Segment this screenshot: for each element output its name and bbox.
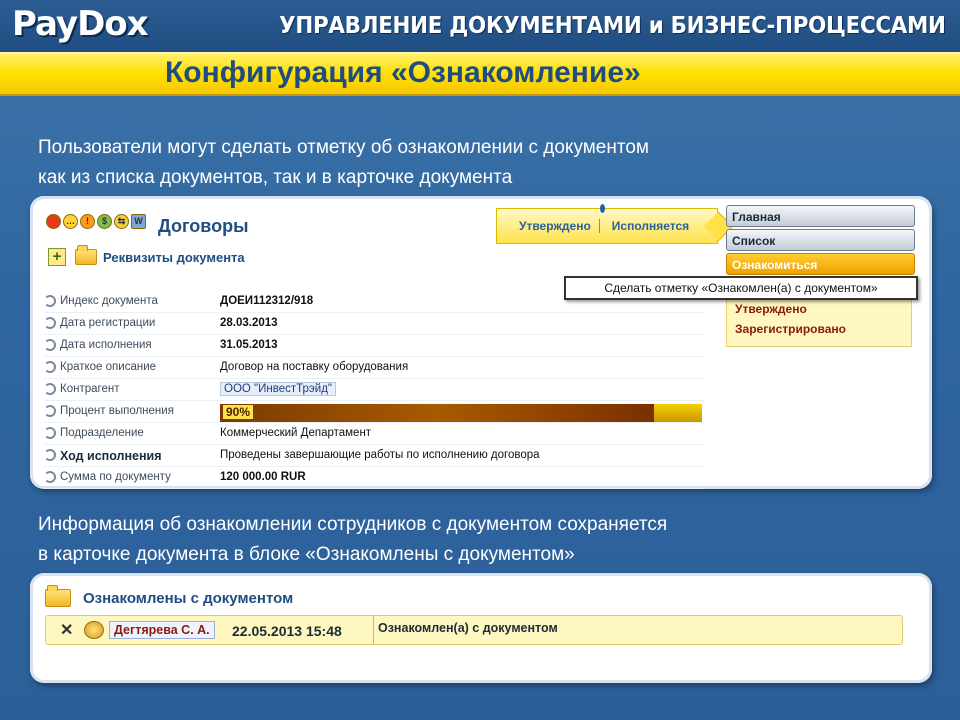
field-row xyxy=(44,313,704,335)
status-dropdown xyxy=(726,292,912,347)
field-row xyxy=(44,445,704,467)
folder-icon xyxy=(75,249,97,265)
employee-name[interactable]: Дегтярева С. А. xyxy=(109,621,215,639)
word-document-icon[interactable]: W xyxy=(131,214,146,229)
field-row xyxy=(44,335,704,357)
link-icon[interactable]: ⇆ xyxy=(114,214,129,229)
slide-title: Конфигурация «Ознакомление» xyxy=(165,56,641,89)
acknowledged-row xyxy=(45,615,903,645)
field-row xyxy=(44,401,704,423)
document-type-title: Договоры xyxy=(158,216,249,236)
description-line: Информация об ознакомлении сотрудников с документом сохраняется xyxy=(38,514,668,535)
ring-icon xyxy=(44,317,56,329)
field-value: Проведены завершающие работы по исполнению договора xyxy=(220,449,540,461)
pin-icon xyxy=(600,204,605,213)
progress-bar xyxy=(220,404,702,422)
description-bottom xyxy=(38,510,667,570)
ring-icon xyxy=(44,295,56,307)
dropdown-item[interactable]: Утверждено xyxy=(735,302,807,316)
field-label: Подразделение xyxy=(60,427,144,439)
ring-icon xyxy=(44,405,56,417)
add-icon[interactable]: + xyxy=(48,248,66,266)
acknowledged-panel xyxy=(30,573,932,683)
field-label: Дата исполнения xyxy=(60,339,152,351)
field-row xyxy=(44,379,704,401)
menu-item-acknowledge[interactable]: Ознакомиться xyxy=(726,253,915,275)
document-card-panel xyxy=(30,196,932,489)
folder-icon xyxy=(45,589,71,607)
requisites-section[interactable] xyxy=(75,249,245,265)
dropdown-item[interactable]: Зарегистрировано xyxy=(735,322,846,336)
ring-icon xyxy=(44,339,56,351)
money-icon[interactable]: $ xyxy=(97,214,112,229)
section-title: Реквизиты документа xyxy=(103,249,245,265)
menu-item-main[interactable]: Главная xyxy=(726,205,915,227)
comment-icon[interactable]: … xyxy=(63,214,78,229)
field-label: Индекс документа xyxy=(60,295,158,307)
action-menu xyxy=(726,205,915,277)
field-value xyxy=(220,383,336,395)
field-label: Краткое описание xyxy=(60,361,157,373)
field-value: 28.03.2013 xyxy=(220,317,278,329)
paydox-logo: PayDox xyxy=(12,4,148,44)
ring-icon xyxy=(44,427,56,439)
field-label: Дата регистрации xyxy=(60,317,156,329)
field-row xyxy=(44,357,704,379)
header-bar xyxy=(0,0,960,52)
description-top xyxy=(38,133,649,193)
field-row xyxy=(44,467,704,489)
ring-icon xyxy=(44,449,56,461)
acknowledged-note: Ознакомлен(а) с документом xyxy=(378,621,558,635)
header-tagline: УПРАВЛЕНИЕ ДОКУМЕНТАМИ и БИЗНЕС-ПРОЦЕССАМИ xyxy=(279,13,946,39)
description-line: как из списка документов, так и в карточке документа xyxy=(38,167,513,188)
field-label: Контрагент xyxy=(60,383,120,395)
delete-icon[interactable]: ✕ xyxy=(60,622,74,639)
acknowledged-datetime: 22.05.2013 15:48 xyxy=(232,623,342,639)
counterparty-link[interactable]: ООО "ИнвестТрэйд" xyxy=(220,382,336,396)
progress-percent: 90% xyxy=(223,405,253,419)
field-value: Коммерческий Департамент xyxy=(220,427,372,439)
toolbar-icons xyxy=(46,214,146,229)
field-value: 31.05.2013 xyxy=(220,339,278,351)
status-approved: Утверждено xyxy=(497,219,600,233)
ring-icon xyxy=(44,383,56,395)
field-label: Ход исполнения xyxy=(60,449,162,463)
field-row xyxy=(44,423,704,445)
field-value: 120 000.00 RUR xyxy=(220,471,306,483)
status-indicator xyxy=(496,208,718,244)
column-divider xyxy=(373,616,374,644)
description-line: Пользователи могут сделать отметку об ознакомлении с документом xyxy=(38,137,649,158)
field-row xyxy=(44,291,704,313)
progress-fill xyxy=(220,404,654,422)
record-icon[interactable] xyxy=(46,214,61,229)
acknowledged-section[interactable] xyxy=(45,589,293,607)
field-value: Договор на поставку оборудования xyxy=(220,361,409,373)
menu-item-list[interactable]: Список xyxy=(726,229,915,251)
acknowledged-title: Ознакомлены с документом xyxy=(83,589,294,607)
status-executing: Исполняется xyxy=(611,219,690,233)
alert-icon[interactable]: ! xyxy=(80,214,95,229)
ring-icon xyxy=(44,471,56,483)
field-label: Процент выполнения xyxy=(60,405,174,417)
field-value: ДОЕИ112312/918 xyxy=(220,295,314,307)
title-bar xyxy=(0,52,960,96)
acknowledge-tooltip: Сделать отметку «Ознакомлен(а) с документом» xyxy=(564,276,918,300)
ring-icon xyxy=(44,361,56,373)
signature-icon xyxy=(84,621,104,639)
field-label: Сумма по документу xyxy=(60,471,171,483)
requisites-fields xyxy=(44,291,704,489)
description-line: в карточке документа в блоке «Ознакомлены с документом» xyxy=(38,544,575,565)
